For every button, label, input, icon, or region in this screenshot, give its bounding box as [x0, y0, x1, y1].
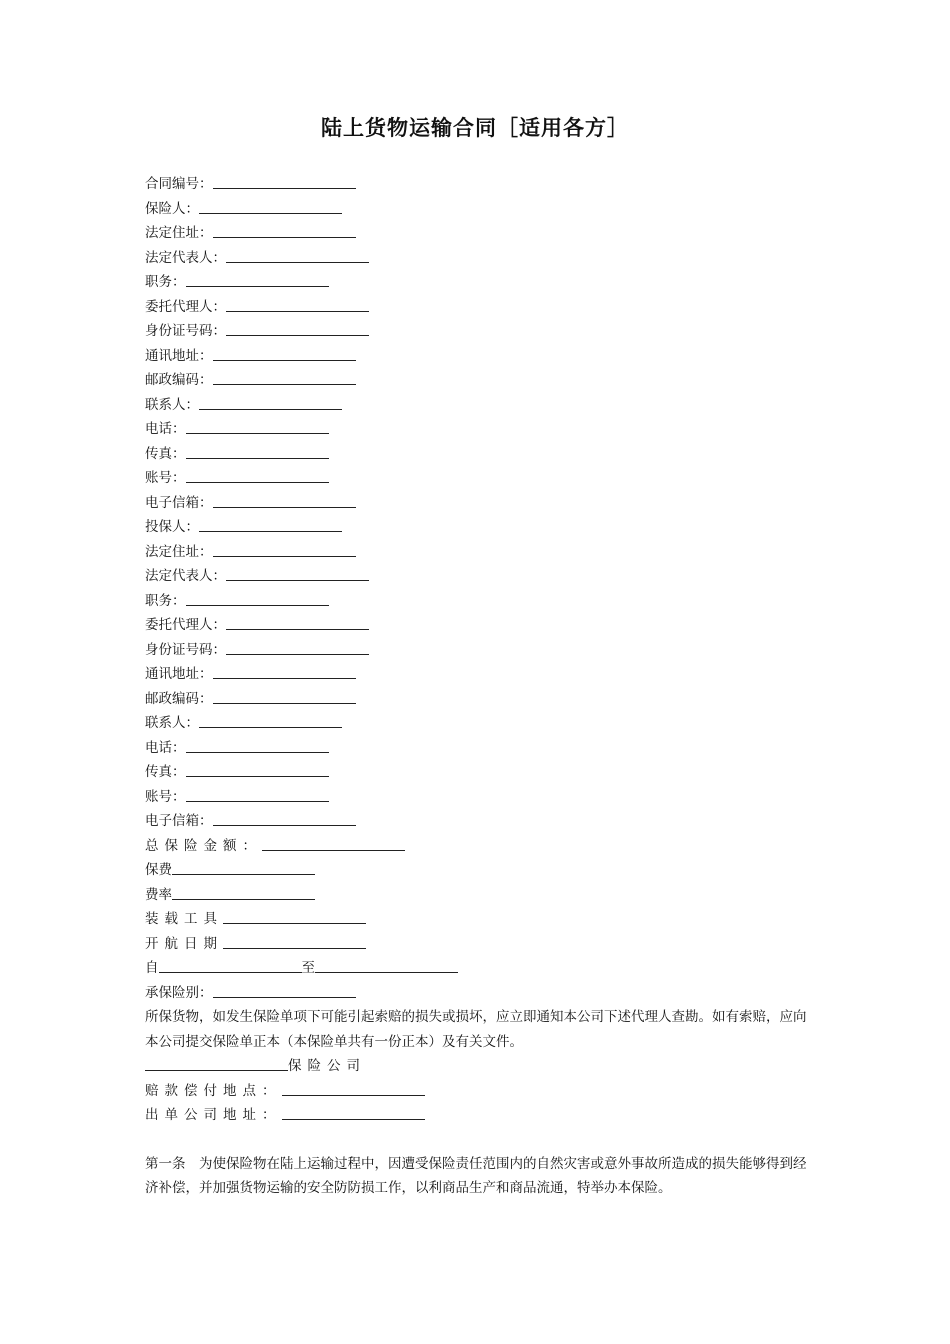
field-label: 投保人： — [145, 519, 199, 535]
field-line — [145, 711, 825, 736]
blank-field[interactable] — [186, 467, 329, 483]
blank-field[interactable] — [186, 737, 329, 753]
field-line — [145, 515, 825, 540]
blank-field[interactable] — [226, 296, 369, 312]
total-insured-label: 总保险金额： — [145, 837, 262, 854]
field-line — [145, 736, 825, 761]
conveyance-line — [145, 907, 825, 932]
blank-field[interactable] — [186, 786, 329, 802]
blank-field[interactable] — [226, 247, 369, 263]
rate-label: 费率 — [145, 886, 172, 903]
field-label: 电话： — [145, 421, 186, 437]
field-line — [145, 319, 825, 344]
field-line — [145, 662, 825, 687]
field-label: 联系人： — [145, 715, 199, 731]
blank-field[interactable] — [226, 320, 369, 336]
field-label: 身份证号码： — [145, 641, 226, 658]
claim-place-line — [145, 1079, 825, 1104]
field-label: 职务： — [145, 274, 186, 290]
field-label: 身份证号码： — [145, 323, 226, 339]
contract-fields — [145, 172, 825, 1201]
field-label: 通讯地址： — [145, 347, 213, 364]
field-line — [145, 295, 825, 320]
field-label: 委托代理人： — [145, 617, 226, 633]
claim-place-label: 赔款偿付地点： — [145, 1082, 282, 1099]
to-label: 至 — [301, 960, 315, 976]
field-label: 传真： — [145, 764, 186, 780]
blank-field[interactable] — [199, 198, 342, 214]
total-insured-blank[interactable] — [262, 835, 405, 851]
from-label: 自 — [145, 960, 159, 976]
field-label: 传真： — [145, 445, 186, 462]
sailing-date-line — [145, 932, 825, 957]
field-line — [145, 687, 825, 712]
field-label: 通讯地址： — [145, 666, 213, 682]
blank-field[interactable] — [213, 222, 356, 238]
field-line — [145, 760, 825, 785]
field-label: 电子信箱： — [145, 494, 213, 511]
total-insured-line — [145, 834, 825, 859]
blank-field[interactable] — [186, 418, 329, 434]
document-title: 陆上货物运输合同［适用各方］ — [321, 115, 629, 140]
field-label: 邮政编码： — [145, 372, 213, 388]
field-line — [145, 344, 825, 369]
field-line — [145, 442, 825, 467]
field-line — [145, 785, 825, 810]
blank-field[interactable] — [199, 712, 342, 728]
field-line — [145, 393, 825, 418]
issuing-address-label: 出单公司地址： — [145, 1107, 282, 1123]
claims-notice: 所保货物，如发生保险单项下可能引起索赔的损失或损坏，应立即通知本公司下述代理人查勘。如有索赔，应向本公司提交保险单正本（本保险单共有一份正本）及有关文件。 — [145, 1009, 807, 1050]
field-line — [145, 589, 825, 614]
blank-field[interactable] — [213, 492, 356, 508]
field-label: 电子信箱： — [145, 813, 213, 829]
rate-line — [145, 883, 825, 908]
field-line — [145, 540, 825, 565]
blank-field[interactable] — [186, 761, 329, 777]
field-label: 保险人： — [145, 200, 199, 217]
claim-place-blank[interactable] — [282, 1080, 425, 1096]
sailing-date-blank[interactable] — [223, 933, 366, 949]
to-blank[interactable] — [315, 957, 458, 973]
field-line — [145, 466, 825, 491]
field-label: 委托代理人： — [145, 298, 226, 315]
field-label: 账号： — [145, 470, 186, 486]
issuing-address-blank[interactable] — [282, 1104, 425, 1120]
blank-field[interactable] — [186, 271, 329, 287]
blank-field[interactable] — [226, 614, 369, 630]
field-line — [145, 564, 825, 589]
field-label: 法定住址： — [145, 225, 213, 241]
field-label: 法定代表人： — [145, 249, 226, 266]
premium-line — [145, 858, 825, 883]
field-line — [145, 246, 825, 271]
conveyance-blank[interactable] — [223, 908, 366, 924]
field-line — [145, 172, 825, 197]
blank-field[interactable] — [199, 394, 342, 410]
field-line — [145, 809, 825, 834]
field-line — [145, 491, 825, 516]
rate-blank[interactable] — [172, 884, 315, 900]
field-label: 电话： — [145, 739, 186, 756]
blank-field[interactable] — [213, 345, 356, 361]
coverage-line — [145, 981, 825, 1006]
spacer — [145, 1128, 825, 1152]
blank-field[interactable] — [199, 516, 342, 532]
field-line — [145, 613, 825, 638]
blank-field[interactable] — [213, 369, 356, 385]
issuing-address-line — [145, 1103, 825, 1128]
sailing-date-label: 开航日期 — [145, 935, 223, 952]
field-label: 账号： — [145, 788, 186, 805]
blank-field[interactable] — [186, 590, 329, 606]
blank-field[interactable] — [213, 541, 356, 557]
field-line — [145, 368, 825, 393]
blank-field[interactable] — [226, 565, 369, 581]
field-line — [145, 270, 825, 295]
blank-field[interactable] — [226, 639, 369, 655]
field-label: 职务： — [145, 592, 186, 609]
field-label: 法定住址： — [145, 543, 213, 560]
field-line — [145, 638, 825, 663]
blank-field[interactable] — [213, 663, 356, 679]
article-1: 第一条 为使保险物在陆上运输过程中，因遭受保险责任范围内的自然灾害或意外事故所造成的损失能够得到经济补偿，并加强货物运输的安全防防损工作，以利商品生产和商品流通，特举办本保险。 — [145, 1155, 807, 1196]
company-line — [145, 1054, 825, 1079]
field-label: 合同编号： — [145, 176, 213, 192]
conveyance-label: 装载工具 — [145, 911, 223, 927]
field-line — [145, 417, 825, 442]
company-suffix: 保险公司 — [288, 1058, 366, 1074]
premium-blank[interactable] — [172, 859, 315, 875]
company-blank[interactable] — [145, 1055, 288, 1071]
route-line — [145, 956, 825, 981]
blank-field[interactable] — [213, 173, 356, 189]
field-label: 联系人： — [145, 396, 199, 413]
field-line — [145, 197, 825, 222]
field-label: 邮政编码： — [145, 690, 213, 707]
field-label: 法定代表人： — [145, 568, 226, 584]
premium-label: 保费 — [145, 862, 172, 878]
coverage-blank[interactable] — [213, 982, 356, 998]
blank-field[interactable] — [213, 810, 356, 826]
coverage-label: 承保险别： — [145, 984, 213, 1001]
blank-field[interactable] — [213, 688, 356, 704]
field-line — [145, 221, 825, 246]
from-blank[interactable] — [159, 957, 302, 973]
blank-field[interactable] — [186, 443, 329, 459]
